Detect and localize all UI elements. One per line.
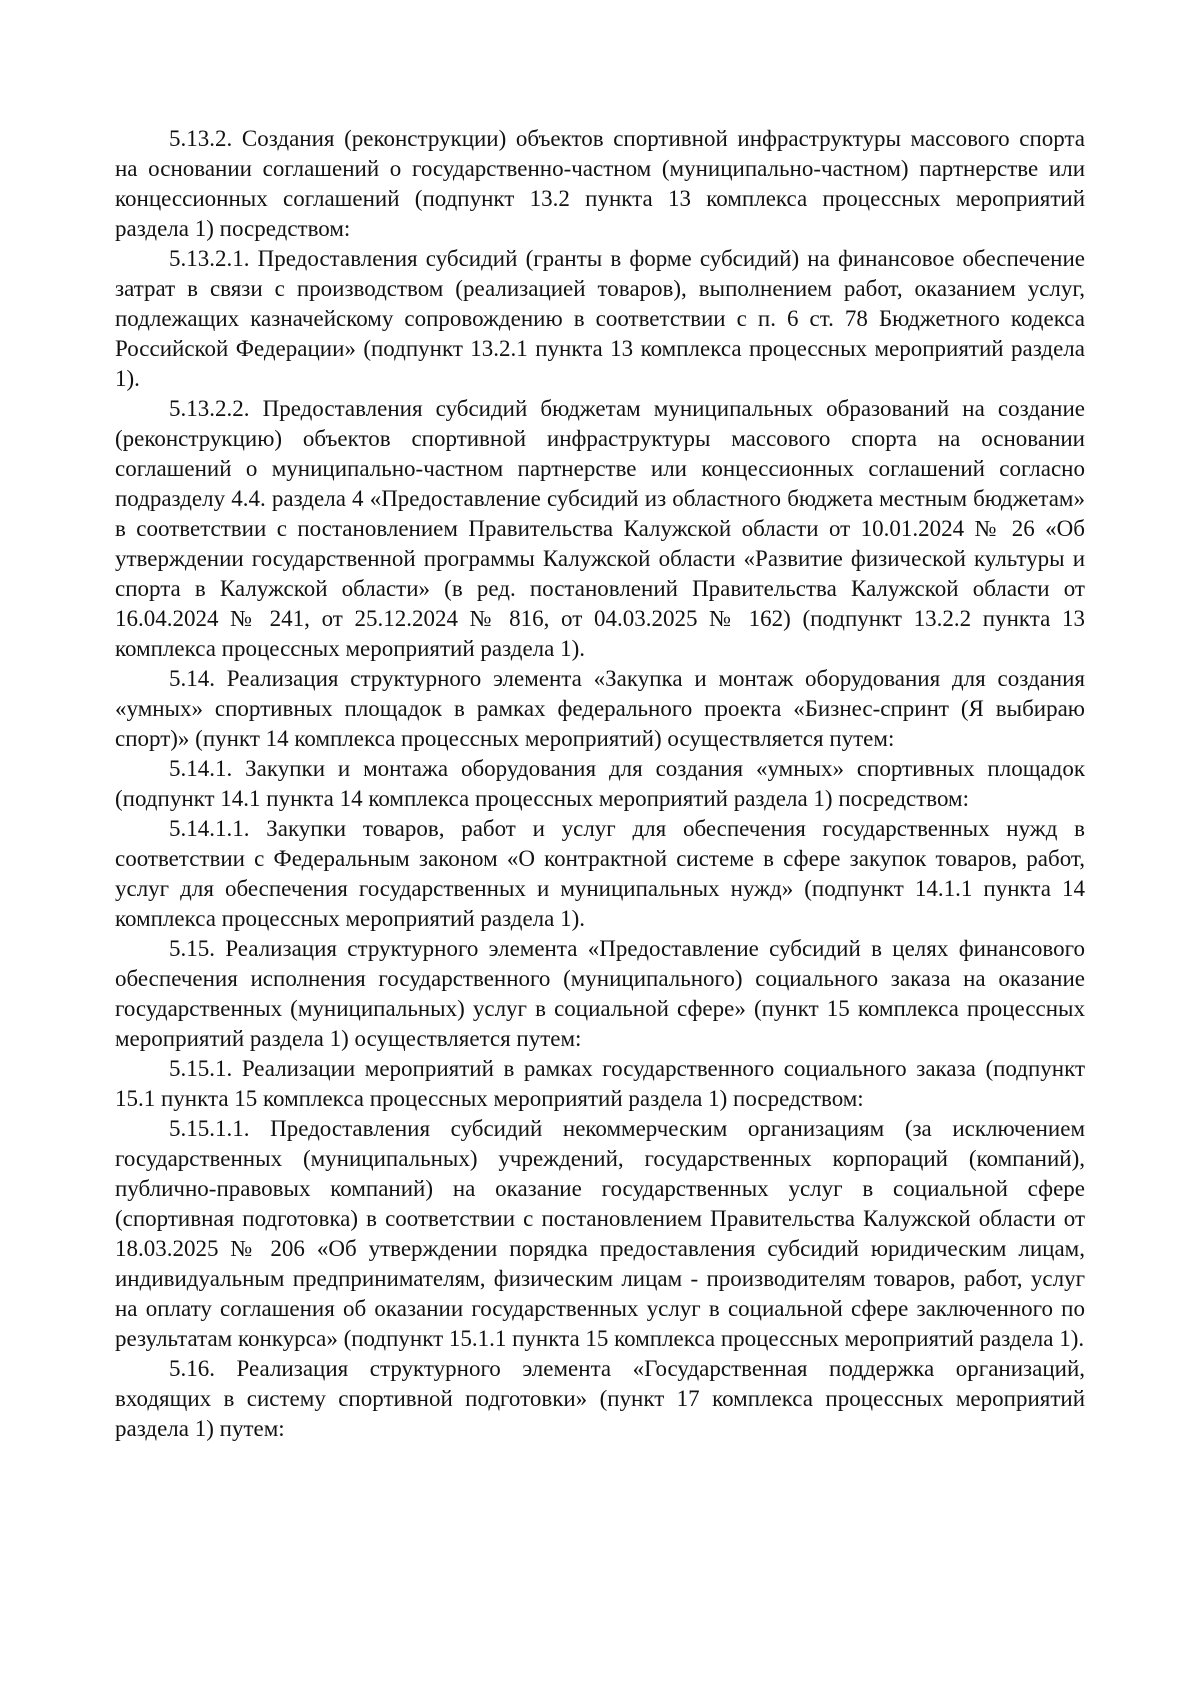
paragraph-5-15-1-1: 5.15.1.1. Предоставления субсидий некоммерческим организациям (за исключением государственных (муниципальных) учреждений, государственных корпораций (компаний), публично-правовых компаний) на оказание государственных услуг в социальной сфере (спортивная подготовка) в соответствии с постановлением Правительства Калужской области от 18.03.2025 № 206 «Об утверждении порядка предоставления субсидий юридическим лицам, индивидуальным предпринимателям, физическим лицам - производителям товаров, работ, услуг на оплату соглашения об оказании государственных услуг в социальной сфере заключенного по результатам конкурса» (подпункт 15.1.1 пункта 15 комплекса процессных мероприятий раздела 1).	[115, 1116, 1085, 1351]
paragraph-5-13-2-1: 5.13.2.1. Предоставления субсидий (гранты в форме субсидий) на финансовое обеспечение затрат в связи с производством (реализацией товаров), выполнением работ, оказанием услуг, подлежащих казначейскому сопровождению в соответствии с п. 6 ст. 78 Бюджетного кодекса Российской Федерации» (подпункт 13.2.1 пункта 13 комплекса процессных мероприятий раздела 1).	[115, 246, 1085, 391]
paragraph-5-14-1: 5.14.1. Закупки и монтажа оборудования для создания «умных» спортивных площадок (подпункт 14.1 пункта 14 комплекса процессных мероприятий раздела 1) посредством:	[115, 756, 1085, 811]
paragraph-5-16: 5.16. Реализация структурного элемента «Государственная поддержка организаций, входящих в систему спортивной подготовки» (пункт 17 комплекса процессных мероприятий раздела 1) путем:	[115, 1356, 1085, 1441]
paragraph-5-15: 5.15. Реализация структурного элемента «Предоставление субсидий в целях финансового обеспечения исполнения государственного (муниципального) социального заказа на оказание государственных (муниципальных) услуг в социальной сфере» (пункт 15 комплекса процессных мероприятий раздела 1) осуществляется путем:	[115, 936, 1085, 1051]
paragraph-5-14-1-1: 5.14.1.1. Закупки товаров, работ и услуг для обеспечения государственных нужд в соответствии с Федеральным законом «О контрактной системе в сфере закупок товаров, работ, услуг для обеспечения государственных и муниципальных нужд» (подпункт 14.1.1 пункта 14 комплекса процессных мероприятий раздела 1).	[115, 816, 1085, 931]
paragraph-5-13-2-2: 5.13.2.2. Предоставления субсидий бюджетам муниципальных образований на создание (реконструкцию) объектов спортивной инфраструктуры массового спорта на основании соглашений о муниципально-частном партнерстве или концессионных соглашений согласно подразделу 4.4. раздела 4 «Предоставление субсидий из областного бюджета местным бюджетам» в соответствии с постановлением Правительства Калужской области от 10.01.2024 № 26 «Об утверждении государственной программы Калужской области «Развитие физической культуры и спорта в Калужской области» (в ред. постановлений Правительства Калужской области от 16.04.2024 № 241, от 25.12.2024 № 816, от 04.03.2025 № 162) (подпункт 13.2.2 пункта 13 комплекса процессных мероприятий раздела 1).	[115, 396, 1085, 661]
paragraph-5-14: 5.14. Реализация структурного элемента «Закупка и монтаж оборудования для создания «умных» спортивных площадок в рамках федерального проекта «Бизнес-спринт (Я выбираю спорт)» (пункт 14 комплекса процессных мероприятий) осуществляется путем:	[115, 666, 1085, 751]
paragraph-5-13-2: 5.13.2. Создания (реконструкции) объектов спортивной инфраструктуры массового спорта на основании соглашений о государственно-частном (муниципально-частном) партнерстве или концессионных соглашений (подпункт 13.2 пункта 13 комплекса процессных мероприятий раздела 1) посредством:	[115, 126, 1085, 241]
document-page	[115, 124, 1085, 1444]
paragraph-5-15-1: 5.15.1. Реализации мероприятий в рамках государственного социального заказа (подпункт 15.1 пункта 15 комплекса процессных мероприятий раздела 1) посредством:	[115, 1056, 1085, 1111]
